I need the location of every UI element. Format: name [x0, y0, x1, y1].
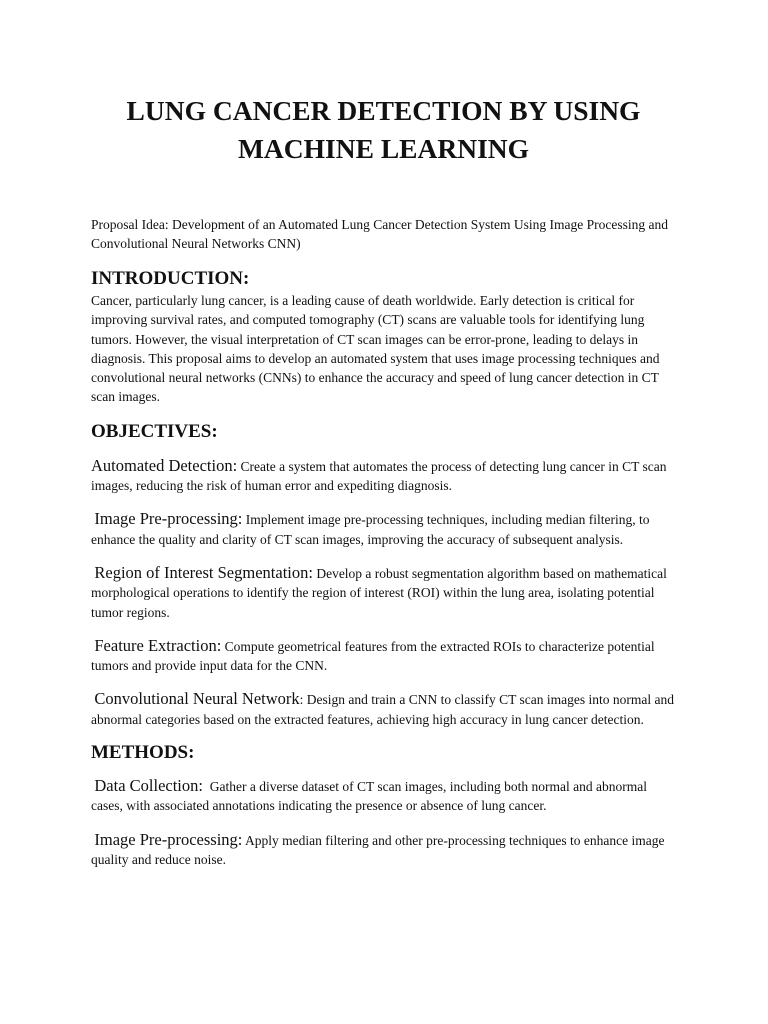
objective-text: : Design and train a CNN to classify CT scan images into normal and abnormal categories based on the extracted features, achieving high accuracy in lung cancer detection. [91, 692, 674, 727]
objective-term: Convolutional Neural Network [94, 689, 300, 709]
objective-item [91, 636, 676, 676]
method-item [91, 776, 676, 816]
document-title [91, 0, 676, 168]
method-text: Gather a diverse dataset of CT scan images, including both normal and abnormal cases, with associated annotations indicating the presence or absence of lung cancer. [91, 779, 647, 814]
title-line-1: LUNG CANCER DETECTION BY USING [126, 95, 641, 126]
methods-heading: METHODS: [91, 742, 195, 764]
objective-term: Automated Detection: [91, 455, 238, 475]
objective-text: Implement image pre-processing techniques, including median filtering, to enhance the quality and clarity of CT scan images, improving the accuracy of subsequent analysis. [91, 512, 650, 547]
method-term: Image Pre-processing: [94, 829, 243, 849]
objective-item [91, 689, 676, 729]
objective-term: Image Pre-processing: [94, 509, 243, 529]
introduction-text: Cancer, particularly lung cancer, is a leading cause of death worldwide. Early detection is critical for improving survival rates, and computed tomography (CT) scans are valuable tools for identifying lung tumors. However, the visual interpretation of CT scan images can be error-prone, leading to delays in diagnosis. This proposal aims to develop an automated system that uses image processing techniques and convolutional neural networks (CNNs) to enhance the accuracy and speed of lung cancer detection in CT scan images. [91, 293, 660, 405]
objective-item [91, 509, 676, 549]
objectives-heading: OBJECTIVES: [91, 420, 218, 442]
objective-text: Compute geometrical features from the extracted ROIs to characterize potential tumors and provide input data for the CNN. [91, 638, 655, 674]
objective-term: Feature Extraction: [94, 635, 222, 655]
objective-term: Region of Interest Segmentation: [94, 562, 313, 582]
objective-item [91, 563, 676, 622]
method-text: Apply median filtering and other pre-processing techniques to enhance image quality and reduce noise. [91, 832, 665, 867]
title-line-2: MACHINE LEARNING [237, 133, 530, 164]
proposal-idea: Proposal Idea: Development of an Automated Lung Cancer Detection System Using Image Processing and Convolutional Neural Networks CNN) [91, 217, 668, 251]
objectives-section [91, 420, 676, 729]
objective-text: Develop a robust segmentation algorithm based on mathematical morphological operations to identify the region of interest (ROI) within the lung area, isolating potential tumor regions. [91, 565, 667, 620]
introduction-heading: INTRODUCTION: [91, 268, 250, 289]
method-item [91, 830, 676, 870]
introduction-section [91, 267, 676, 407]
objective-item [91, 456, 676, 496]
methods-section [91, 741, 676, 869]
objective-text: Create a system that automates the process of detecting lung cancer in CT scan images, reducing the risk of human error and expediting diagnosis. [91, 458, 667, 494]
method-term: Data Collection: [94, 776, 203, 796]
